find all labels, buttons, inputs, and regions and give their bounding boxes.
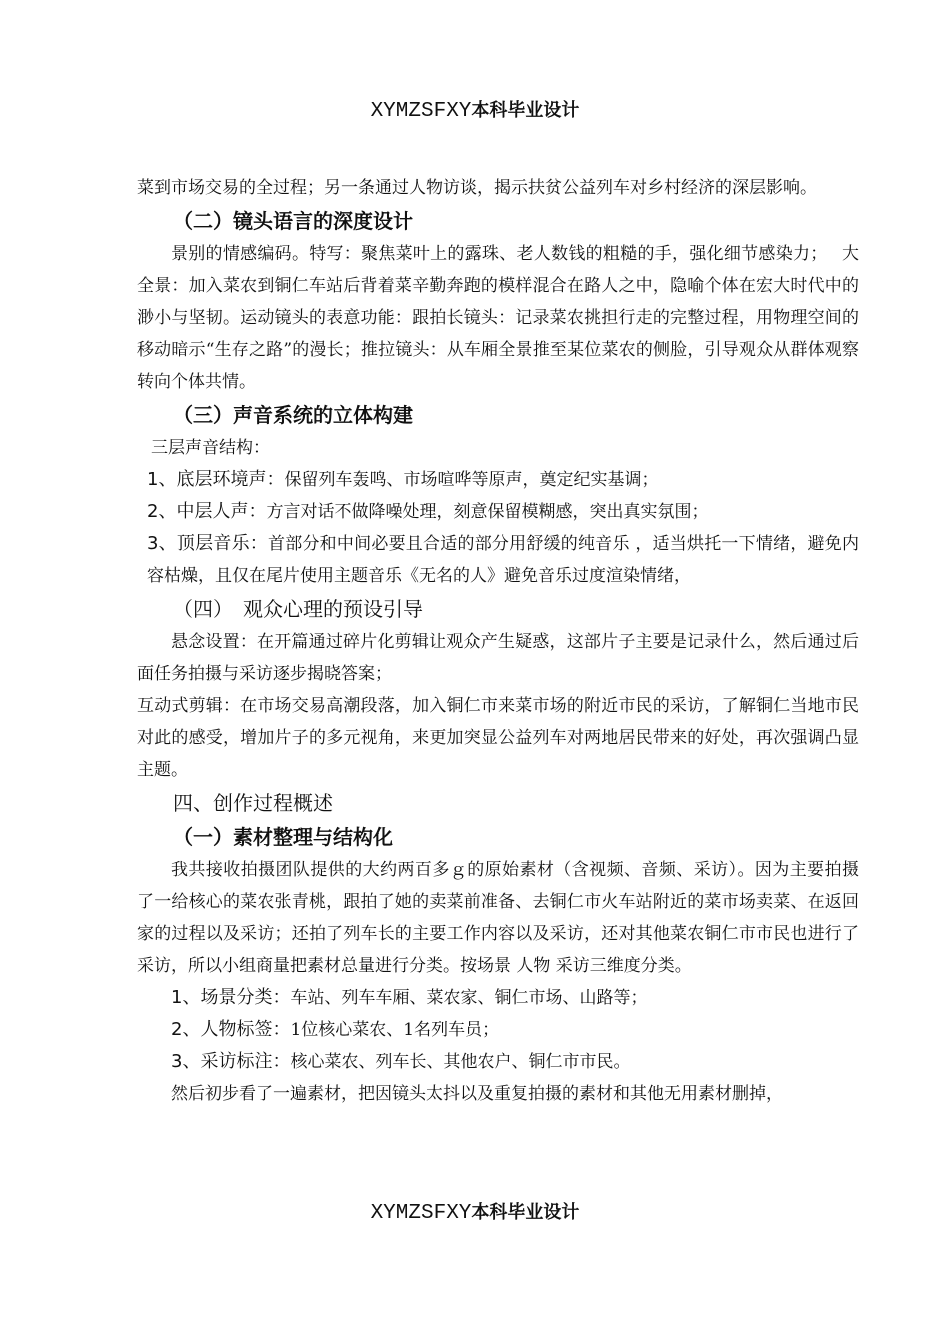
heading-shot-language: （二）镜头语言的深度设计 [173, 209, 413, 233]
list-item-sound-1 [137, 464, 859, 496]
paragraph-material: 我共接收拍摄团队提供的大约两百多ｇ的原始素材（含视频、音频、采访）。因为主要拍摄了一给核心的菜农张青桃，跟拍了她的卖菜前准备、去铜仁市火车站附近的菜市场卖菜、在返回家的过程以及采访；还拍了列车长的主要工作内容以及采访，还对其他菜农铜仁市市民也进行了采访，所以小组商量把素材总量进行分类。按场景 人物 采访三维度分类。 [137, 860, 859, 976]
list-text: 车站、列车车厢、菜农家、铜仁市场、山路等； [290, 988, 648, 1008]
list-text: 首部分和中间必要且合适的部分用舒缓的纯音乐 ，适当烘托一下情绪，避免内容枯燥，且仅在尾片使用主题音乐《无名的人》避免音乐过度渲染情绪， [147, 534, 859, 586]
list-label: 3、顶层音乐： [147, 533, 269, 554]
heading-material-organizing: （一）素材整理与结构化 [173, 825, 393, 849]
list-item-material-1 [137, 982, 859, 1014]
paragraph-shot-language: 景别的情感编码。特写：聚焦菜叶上的露珠、老人数钱的粗糙的手，强化细节感染力； 大全景：加入菜农到铜仁车站后背着菜辛勤奔跑的模样混合在路人之中，隐喻个体在宏大时代中的渺小与坚韧。运动镜头的表意功能：跟拍长镜头：记录菜农挑担行走的完整过程，用物理空间的移动暗示“生存之路”的漫长；推拉镜头：从车厢全景推至某位菜农的侧脸，引导观众从群体观察转向个体共情。 [137, 244, 859, 392]
footer-school-code: XYMZSFXY [370, 1202, 472, 1225]
header-title: 本科毕业设计 [471, 100, 580, 121]
list-text: 保留列车轰鸣、市场喧哗等原声，奠定纪实基调； [284, 470, 659, 490]
header-school-code: XYMZSFXY [370, 100, 472, 123]
heading-audience-psychology: （四） 观众心理的预设引导 [173, 597, 423, 621]
list-label: 1、场景分类： [171, 987, 291, 1008]
page-footer [0, 1197, 950, 1228]
page-header [0, 95, 950, 126]
list-text: 核心菜农、列车长、其他农户、铜仁市市民。 [290, 1052, 631, 1072]
list-text: 方言对话不做降噪处理，刻意保留模糊感，突出真实氛围； [266, 502, 709, 522]
heading-sound-system: （三）声音系统的立体构建 [173, 403, 413, 427]
list-item-sound-3 [137, 528, 859, 592]
list-label: 3、采访标注： [171, 1051, 291, 1072]
document-body [137, 172, 859, 1110]
list-label: 2、人物标签： [171, 1019, 291, 1040]
paragraph-last: 然后初步看了一遍素材，把因镜头太抖以及重复拍摄的素材和其他无用素材删掉， [171, 1084, 783, 1104]
list-item-sound-2 [137, 496, 859, 528]
paragraph-sound-intro: 三层声音结构： [151, 438, 270, 458]
paragraph-interactive-editing: 互动式剪辑：在市场交易高潮段落，加入铜仁市来菜市场的附近市民的采访，了解铜仁当地市民对此的感受，增加片子的多元视角，来更加突显公益列车对两地居民带来的好处，再次强调凸显主题。 [137, 696, 859, 780]
paragraph-suspense: 悬念设置：在开篇通过碎片化剪辑让观众产生疑惑，这部片子主要是记录什么，然后通过后面任务拍摄与采访逐步揭晓答案； [137, 632, 859, 684]
list-item-material-2 [137, 1014, 859, 1046]
list-label: 2、中层人声： [147, 501, 267, 522]
paragraph-continued: 菜到市场交易的全过程；另一条通过人物访谈，揭示扶贫公益列车对乡村经济的深层影响。 [137, 178, 817, 198]
heading-section-4: 四、创作过程概述 [173, 791, 333, 815]
list-label: 1、底层环境声： [147, 469, 285, 490]
footer-title: 本科毕业设计 [471, 1202, 580, 1223]
list-item-material-3 [137, 1046, 859, 1078]
list-text: 1位核心菜农、1名列车员； [290, 1020, 500, 1040]
